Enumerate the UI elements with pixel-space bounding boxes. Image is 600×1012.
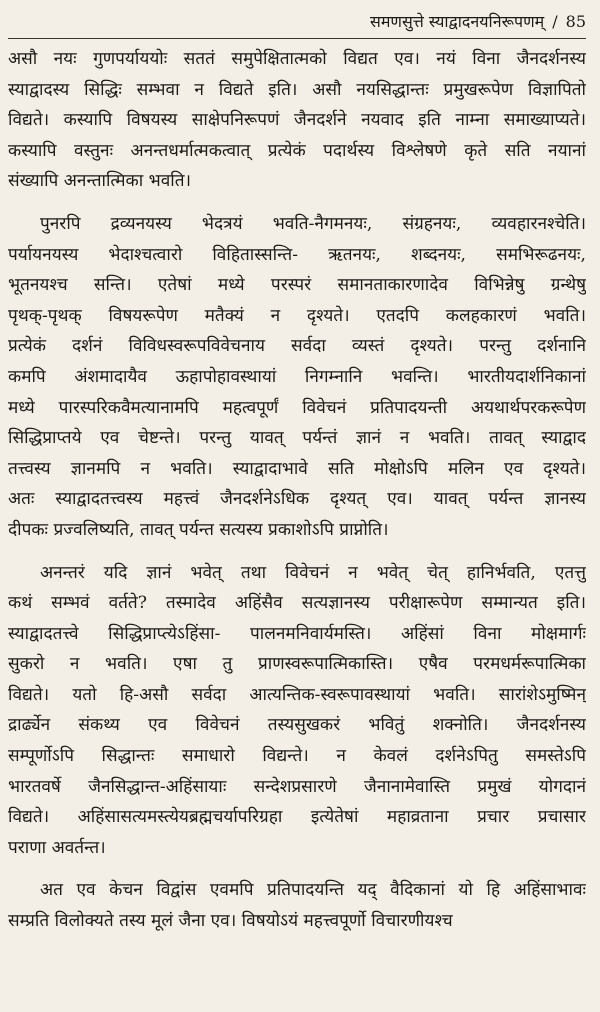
text-line: पुनरपि द्रव्यनयस्य भेदत्रयं भवति-नैगमनयः, संग्रहनयः, व्यवहारनश्चेति। [40, 213, 586, 234]
text-line: स्याद्वादस्य सिद्धिः सम्भवा न विद्यते इति। असौ नयसिद्धान्तः प्रमुखरूपेण विज्ञापितो [8, 79, 586, 100]
running-title: समणसुत्ते स्याद्वादनयनिरूपणम् [370, 12, 545, 31]
text-line: अनन्तरं यदि ज्ञानं भवेत् तथा विवेचनं न भवेत् चेत् हानिर्भवति, एतत्तु [40, 562, 586, 583]
text-line: संख्यापि अनन्तात्मिका भवति। [8, 171, 192, 192]
text-line: स्याद्वादतत्त्वे सिद्धिप्राप्त्येऽहिंसा- पालनमनिवार्यमस्ति। अहिंसां विना मोक्षमार्गः [8, 623, 586, 644]
text-line: पर्यायनयस्य भेदाश्चत्वारो विहितास्सन्ति- ऋतनयः, शब्दनयः, समभिरूढनयः, [8, 244, 586, 265]
paragraph [8, 875, 586, 936]
text-line: पराणा अवर्तन्त। [8, 837, 106, 858]
text-line: भारतवर्षे जैनसिद्धान्त-अहिंसायाः सन्देशप्रसारणे जैनानामेवास्ति प्रमुखं योगदानं [8, 776, 586, 797]
text-line: प्रत्येकं दर्शनं विविधस्वरूपविवेचनाय सर्वदा व्यस्तं दृश्यते। परन्तु दर्शनानि [8, 336, 586, 357]
text-line: तत्त्वस्य ज्ञानमपि न भवति। स्याद्वादाभावे सति मोक्षोऽपि मलिन एव दृश्यते। [8, 458, 586, 479]
text-line: कमपि अंशमादायैव ऊहापोहावस्थायां निगम्नानि भवन्ति। भारतीयदार्शनिकानां [8, 366, 586, 387]
text-line: कथं सम्भवं वर्तते? तस्मादेव अहिंसैव सत्यज्ञानस्य परीक्षारूपेण सम्मान्यत इति। [8, 593, 586, 614]
text-line: द्रार्ढ्येन संकथ्य एव विवेचनं तस्यसुखकरं भवितुं शक्नोति। जैनदर्शनस्य [8, 715, 586, 736]
header-separator: / [552, 11, 558, 31]
text-line: विद्यते। कस्यापि विषयस्य साक्षेपनिरूपणं जैनदर्शने नयवाद इति नाम्ना समाख्याप्यते। [8, 110, 586, 131]
paragraph [8, 44, 586, 197]
running-header [8, 4, 586, 39]
text-line: दीपकः प्रज्वलिष्यति, तावत् पर्यन्त सत्यस्य प्रकाशोऽपि प्राप्नोति। [8, 519, 389, 540]
text-line: सिद्धिप्राप्तये एव चेष्टन्ते। परन्तु यावत् पर्यन्तं ज्ञानं न भवति। तावत् स्याद्वाद [8, 428, 586, 449]
text-line: सम्पूर्णोऽपि सिद्धान्तः समाधारो विद्यन्ते। न केवलं दर्शनेऽपितु समस्तेऽपि [8, 746, 586, 767]
text-line: सुकरो न भवति। एषा तु प्राणस्वरूपात्मिकास्ति। एषैव परमधर्मरूपात्मिका [8, 654, 586, 675]
paragraph [8, 209, 586, 546]
text-line: असौ नयः गुणपर्याययोः सततं समुपेक्षितात्मको विद्यत एव। नयं विना जैनदर्शनस्य [8, 49, 586, 69]
page-number: 85 [565, 11, 586, 31]
text-line: भूतनयश्च सन्ति। एतेषां मध्ये परस्परं समानताकारणादेव विभिन्नेषु ग्रन्थेषु [8, 275, 586, 296]
text-line: मध्ये पारस्परिकवैमत्यानामपि महत्वपूर्णं विवेचनं प्रतिपादयन्ती अयथार्थपरकरूपेण [8, 397, 586, 418]
page-body [8, 44, 586, 937]
text-line: पृथक्-पृथक् विषयरूपेण मतैक्यं न दृश्यते। एतदपि कलहकारणं भवति। [8, 305, 586, 326]
text-line: अतः स्याद्वादतत्त्वस्य महत्त्वं जैनदर्शनेऽधिक दृश्यत् एव। यावत् पर्यन्त ज्ञानस्य [8, 489, 586, 510]
text-line: अत एव केचन विद्वांस एवमपि प्रतिपादयन्ति यद् वैदिकानां यो हि अहिंसाभावः [40, 880, 586, 901]
text-line: विद्यते। अहिंसासत्यमस्त्येयब्रह्मचर्यापरिग्रहा इत्येतेषां महाव्रताना प्रचार प्रचासार [8, 807, 586, 828]
text-line: सम्प्रति विलोक्यते तस्य मूलं जैना एव। विषयोऽयं महत्त्वपूर्णो विचारणीयश्च [8, 911, 453, 932]
text-line: कस्यापि वस्तुनः अनन्तधर्मात्मकत्वात् प्रत्येकं पदार्थस्य विश्लेषणे कृते सति नयानां [8, 140, 586, 161]
text-line: विद्यते। यतो हि-असौ सर्वदा आत्यन्तिक-स्वरूपावस्थायां भवति। सारांशेऽमुष्मिन् [8, 684, 586, 705]
paragraph [8, 558, 586, 864]
